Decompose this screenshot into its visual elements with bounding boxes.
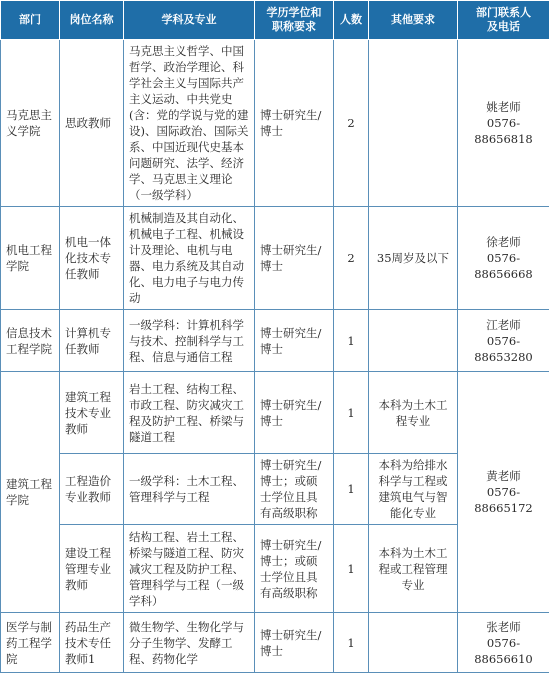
- other-cell: 35周岁及以下: [369, 207, 458, 310]
- subject-cell: 机械制造及其自动化、机械电子工程、机械设计及理论、电机与电器、电力系统及其自动化、电力电子与电力传动: [124, 207, 255, 310]
- contact-name: 黄老师: [486, 469, 521, 483]
- education-cell: 博士研究生/博士: [255, 207, 334, 310]
- other-cell: 本科为给排水科学与工程或建筑电气与智能化专业: [369, 454, 458, 525]
- contact-phone: 0576-88653280: [474, 333, 533, 364]
- subject-cell: 马克思主义哲学、中国哲学、政治学理论、科学社会主义与国际共产主义运动、中共党史(含：党的学说与党的建设)、国际政治、国际关系、中国近现代史基本问题研究、法学、经济学、马克思主义理论（一级学科）: [124, 40, 255, 207]
- education-cell: 博士研究生/博士: [255, 40, 334, 207]
- table-row: [1, 207, 549, 310]
- count-cell: 1: [334, 613, 369, 673]
- education-cell: 博士研究生/博士: [255, 310, 334, 372]
- other-cell: [369, 613, 458, 673]
- header-education-line2: 职称要求: [272, 20, 316, 33]
- contact-phone: 0576-88665172: [474, 485, 533, 515]
- header-education-line1: 学历学位和: [266, 6, 322, 19]
- header-position: 岗位名称: [60, 1, 124, 40]
- subject-cell: 结构工程、岩土工程、桥梁与隧道工程、防灾减灾工程及防护工程、管理科学与工程（一级学科）: [124, 525, 255, 613]
- header-contact-line2: 及电话: [487, 20, 520, 33]
- other-cell: [369, 310, 458, 372]
- education-cell: 博士研究生/博士；或硕士学位且具有高级职称: [255, 525, 334, 613]
- other-cell: 本科为土木工程或工程管理专业: [369, 525, 458, 613]
- dept-cell: 马克思主义学院: [1, 40, 60, 207]
- contact-phone: 0576-88656668: [474, 251, 533, 281]
- position-cell: 计算机专任教师: [60, 310, 124, 372]
- table-row: [1, 310, 549, 372]
- position-cell: 思政教师: [60, 40, 124, 207]
- education-cell: 博士研究生/博士: [255, 613, 334, 673]
- subject-cell: 一级学科：计算机科学与技术、控制科学与工程、信息与通信工程: [124, 310, 255, 372]
- contact-cell: [458, 40, 549, 207]
- dept-cell: 机电工程学院: [1, 207, 60, 310]
- position-cell: 工程造价专业教师: [60, 454, 124, 525]
- header-subject: 学科及专业: [124, 1, 255, 40]
- contact-name: 姚老师: [486, 100, 521, 114]
- header-education: [255, 1, 334, 40]
- position-cell: 药品生产技术专任教师1: [60, 613, 124, 673]
- contact-phone: 0576-88656818: [474, 116, 533, 146]
- contact-name: 江老师: [486, 317, 521, 332]
- count-cell: 1: [334, 310, 369, 372]
- contact-cell: [458, 372, 549, 613]
- other-cell: [369, 40, 458, 207]
- dept-cell: 建筑工程学院: [1, 372, 60, 613]
- position-cell: 建筑工程技术专业教师: [60, 372, 124, 454]
- table-row: [1, 40, 549, 207]
- contact-name: 张老师: [486, 619, 521, 634]
- table-row: [1, 372, 549, 454]
- count-cell: 1: [334, 372, 369, 454]
- count-cell: 1: [334, 454, 369, 525]
- header-contact: [458, 1, 549, 40]
- position-cell: 建设工程管理专业教师: [60, 525, 124, 613]
- count-cell: 1: [334, 525, 369, 613]
- dept-cell: 医学与制药工程学院: [1, 613, 60, 673]
- subject-cell: 微生物学、生物化学与分子生物学、发酵工程、药物化学: [124, 613, 255, 673]
- count-cell: 2: [334, 40, 369, 207]
- other-cell: 本科为土木工程专业: [369, 372, 458, 454]
- table-header-row: [1, 1, 549, 40]
- contact-phone: 0576-88656610: [474, 635, 533, 666]
- contact-name: 徐老师: [486, 235, 521, 249]
- education-cell: 博士研究生/博士: [255, 372, 334, 454]
- subject-cell: 一级学科：土木工程、管理科学与工程: [124, 454, 255, 525]
- header-other: 其他要求: [369, 1, 458, 40]
- dept-cell: 信息技术工程学院: [1, 310, 60, 372]
- education-cell: 博士研究生/博士；或硕士学位且具有高级职称: [255, 454, 334, 525]
- position-cell: 机电一体化技术专任教师: [60, 207, 124, 310]
- contact-cell: [458, 207, 549, 310]
- count-cell: 2: [334, 207, 369, 310]
- subject-cell: 岩土工程、结构工程、市政工程、防灾减灾工程及防护工程、桥梁与隧道工程: [124, 372, 255, 454]
- contact-cell: [458, 613, 549, 673]
- table-row: [1, 613, 549, 673]
- header-contact-line1: 部门联系人: [476, 6, 531, 19]
- header-dept: 部门: [1, 1, 60, 40]
- contact-cell: [458, 310, 549, 372]
- header-count: 人数: [334, 1, 369, 40]
